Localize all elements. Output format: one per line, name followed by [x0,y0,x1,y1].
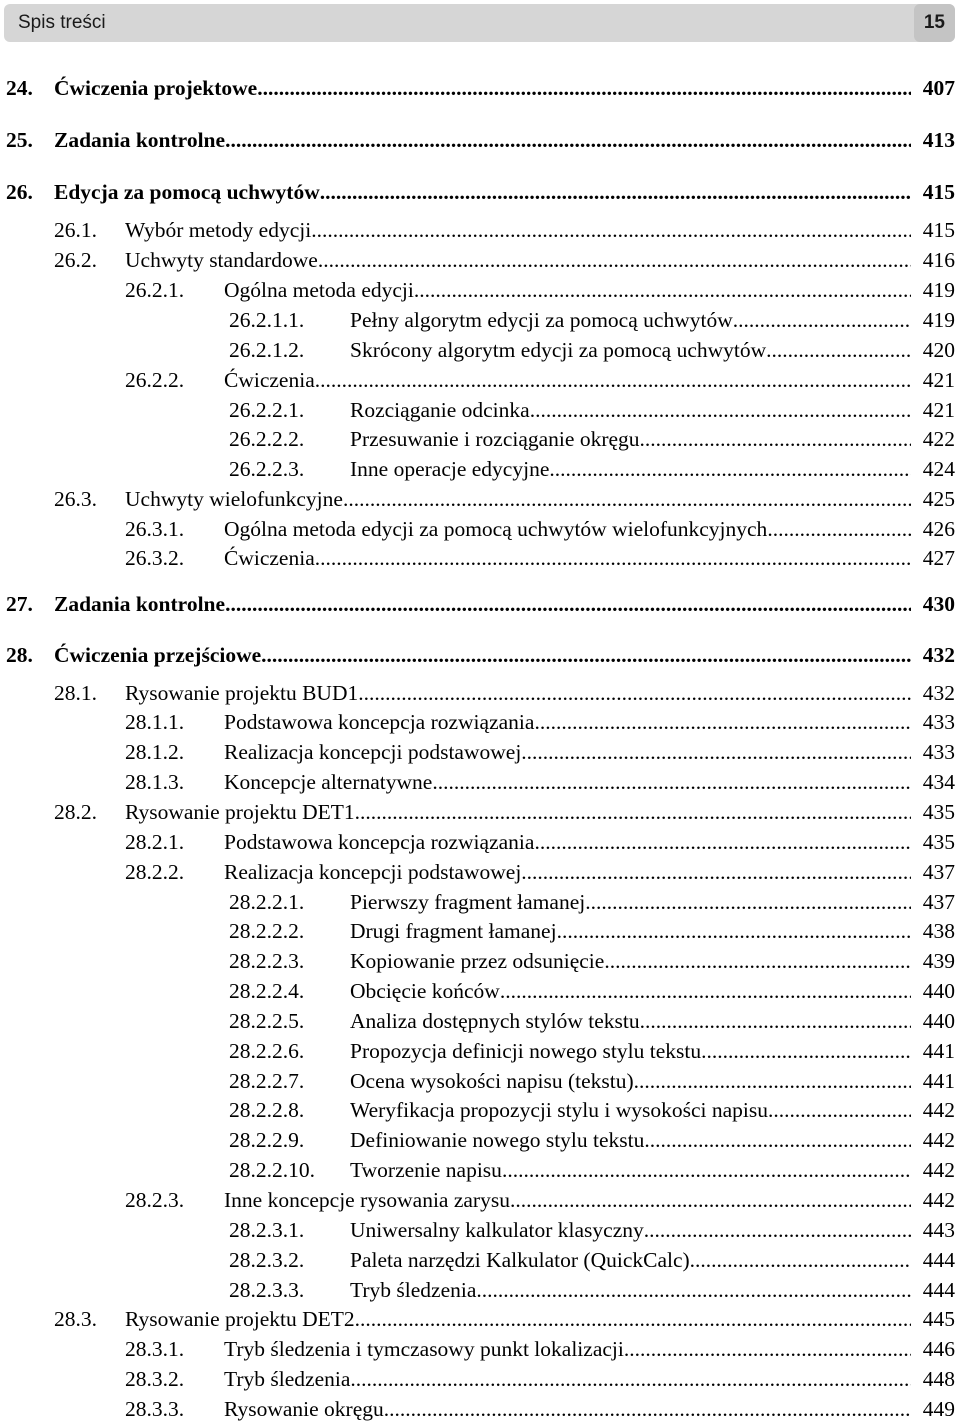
toc-entry-number: 28.1.2. [125,740,185,764]
toc-entry[interactable] [0,946,955,976]
toc-entry-title: Tryb śledzenia i tymczasowy punkt lokalizacji [224,1337,624,1361]
toc-entry-page: 419 [922,308,955,332]
toc-entry-number: 28.2.2. [125,860,185,884]
toc-entry-number: 28.2.3.1. [229,1218,305,1242]
dot-leader [534,707,911,737]
toc-entry-title: Edycja za pomocą uchwytów [54,180,320,204]
toc-entry[interactable] [0,73,955,103]
toc-entry-number: 26.3. [54,487,97,511]
toc-entry-title: Podstawowa koncepcja rozwiązania [224,710,535,734]
toc-entry-number: 28.2.3. [125,1188,185,1212]
toc-entry-title: Rysowanie projektu DET1 [125,800,355,824]
page-number: 15 [914,4,955,42]
toc-entry-page: 443 [922,1218,955,1242]
dot-leader [521,857,911,887]
toc-entry-page: 445 [922,1307,955,1331]
toc-entry-number: 28.2.2.5. [229,1009,305,1033]
toc-entry[interactable] [0,1155,955,1185]
toc-entry-page: 442 [922,1188,955,1212]
dot-leader [225,125,911,155]
dot-leader [634,1066,911,1096]
dot-leader [640,424,911,454]
toc-entry[interactable] [0,737,955,767]
toc-entry-number: 28.2.3.2. [229,1248,305,1272]
toc-entry-page: 439 [922,949,955,973]
toc-entry[interactable] [0,797,955,827]
toc-entry-page: 407 [922,76,955,100]
toc-entry-page: 442 [922,1098,955,1122]
toc-entry-page: 426 [922,517,955,541]
toc-entry[interactable] [0,514,955,544]
toc-entry-page: 440 [922,1009,955,1033]
toc-entry-title: Drugi fragment łamanej [350,919,557,943]
toc-entry-title: Zadania kontrolne [54,128,226,152]
toc-entry[interactable] [0,1006,955,1036]
toc-entry-page: 442 [922,1128,955,1152]
toc-entry[interactable] [0,1334,955,1364]
toc-entry-number: 28.2.2.9. [229,1128,305,1152]
toc-entry-page: 432 [922,643,955,667]
toc-entry-page: 413 [922,128,955,152]
dot-leader [355,1304,911,1334]
dot-leader [733,305,911,335]
toc-entry-title: Ćwiczenia przejściowe [54,643,262,667]
dot-leader [604,946,911,976]
toc-entry[interactable] [0,454,955,484]
toc-entry-title: Ogólna metoda edycji [224,278,414,302]
toc-entry-page: 441 [922,1039,955,1063]
toc-entry-title: Ćwiczenia projektowe [54,76,258,100]
toc-entry-page: 430 [922,592,955,616]
dot-leader [257,73,911,103]
toc-entry-number: 26.2. [54,248,97,272]
toc-entry-title: Uchwyty standardowe [125,248,318,272]
dot-leader [644,1125,911,1155]
toc-entry-page: 425 [922,487,955,511]
toc-entry-number: 26.3.2. [125,546,185,570]
toc-entry-page: 437 [922,860,955,884]
toc-entry-title: Ćwiczenia [224,546,315,570]
toc-entry-title: Rysowanie projektu DET2 [125,1307,355,1331]
toc-entry-number: 28.2.2.10. [229,1158,315,1182]
toc-entry-number: 26.2.2.3. [229,457,305,481]
toc-entry-title: Uniwersalny kalkulator klasyczny [350,1218,644,1242]
toc-entry-page: 416 [922,248,955,272]
dot-leader [585,887,911,917]
toc-entry-title: Analiza dostępnych stylów tekstu [350,1009,640,1033]
dot-leader [500,976,911,1006]
toc-entry-title: Propozycja definicji nowego stylu tekstu [350,1039,702,1063]
toc-entry-number: 25. [6,128,33,152]
dot-leader [534,827,911,857]
dot-leader [261,640,911,670]
toc-entry[interactable] [0,827,955,857]
toc-entry-page: 432 [922,681,955,705]
toc-entry[interactable] [0,1215,955,1245]
toc-entry[interactable] [0,589,955,619]
dot-leader [315,543,911,573]
toc-entry-title: Tryb śledzenia [350,1278,477,1302]
toc-entry-title: Uchwyty wielofunkcyjne [125,487,343,511]
dot-leader [690,1245,911,1275]
toc-entry[interactable] [0,424,955,454]
dot-leader [557,916,911,946]
toc-entry-number: 27. [6,592,33,616]
toc-entry[interactable] [0,1185,955,1215]
dot-leader [350,1364,911,1394]
section-title: Spis treści [18,12,106,33]
dot-leader [521,737,911,767]
toc-entry-number: 28.2.2.4. [229,979,305,1003]
toc-entry-number: 26.2.2.1. [229,398,305,422]
toc-entry-number: 28.3.2. [125,1367,185,1391]
toc-entry-number: 26.2.1. [125,278,185,302]
toc-entry-title: Definiowanie nowego stylu tekstu [350,1128,645,1152]
toc-entry[interactable] [0,245,955,275]
toc-entry[interactable] [0,678,955,708]
toc-entry[interactable] [0,887,955,917]
toc-entry[interactable] [0,1125,955,1155]
toc-entry-number: 28.2.3.3. [229,1278,305,1302]
toc-entry-number: 28.1.1. [125,710,185,734]
dot-leader [701,1036,911,1066]
toc-entry-number: 28.2.2.7. [229,1069,305,1093]
toc-entry[interactable] [0,857,955,887]
toc-entry-page: 424 [922,457,955,481]
toc-entry[interactable] [0,543,955,573]
dot-leader [549,454,911,484]
toc-entry-number: 28.2.1. [125,830,185,854]
toc-entry-page: 440 [922,979,955,1003]
toc-entry[interactable] [0,305,955,335]
toc-entry-number: 28.3. [54,1307,97,1331]
toc-entry[interactable] [0,484,955,514]
toc-entry-title: Pierwszy fragment łamanej [350,890,586,914]
toc-entry[interactable] [0,640,955,670]
toc-entry-title: Podstawowa koncepcja rozwiązania [224,830,535,854]
toc-entry-page: 433 [922,740,955,764]
toc-entry-title: Rozciąganie odcinka [350,398,530,422]
toc-entry[interactable] [0,767,955,797]
toc-entry-title: Kopiowanie przez odsunięcie [350,949,605,973]
dot-leader [766,335,911,365]
toc-entry-title: Inne koncepcje rysowania zarysu [224,1188,510,1212]
dot-leader [476,1275,911,1305]
toc-entry[interactable] [0,707,955,737]
toc-entry-title: Wybór metody edycji [125,218,312,242]
toc-entry-number: 26.2.2.2. [229,427,305,451]
toc-entry[interactable] [0,365,955,395]
toc-entry-page: 441 [922,1069,955,1093]
toc-entry[interactable] [0,1364,955,1394]
toc-entry-title: Rysowanie okręgu [224,1397,384,1421]
toc-entry-title: Przesuwanie i rozciąganie okręgu [350,427,640,451]
toc-entry-page: 421 [922,368,955,392]
toc-entry[interactable] [0,1095,955,1125]
toc-entry-title: Paleta narzędzi Kalkulator (QuickCalc) [350,1248,690,1272]
toc-entry-number: 28.2. [54,800,97,824]
toc-entry-page: 415 [922,218,955,242]
toc-entry-page: 422 [922,427,955,451]
dot-leader [315,365,911,395]
toc-entry-title: Koncepcje alternatywne [224,770,433,794]
dot-leader [530,395,911,425]
toc-entry-title: Realizacja koncepcji podstawowej [224,740,522,764]
toc-entry-page: 437 [922,890,955,914]
dot-leader [768,1095,911,1125]
toc-entry-page: 420 [922,338,955,362]
toc-entry[interactable] [0,1066,955,1096]
toc-entry-number: 26.2.1.1. [229,308,305,332]
toc-entry-number: 26.3.1. [125,517,185,541]
toc-entry-number: 26. [6,180,33,204]
toc-entry-number: 28.2.2.6. [229,1039,305,1063]
dot-leader [414,275,911,305]
dot-leader [320,177,911,207]
toc-entry-page: 435 [922,830,955,854]
toc-entry[interactable] [0,1304,955,1334]
toc-entry-title: Zadania kontrolne [54,592,226,616]
toc-entry[interactable] [0,976,955,1006]
dot-leader [311,215,911,245]
toc-entry-number: 26.1. [54,218,97,242]
toc-entry-title: Pełny algorytm edycji za pomocą uchwytów [350,308,733,332]
toc-entry-page: 427 [922,546,955,570]
toc-entry-number: 26.2.1.2. [229,338,305,362]
toc-entry-number: 28.2.2.3. [229,949,305,973]
toc-entry-page: 434 [922,770,955,794]
toc-entry-number: 24. [6,76,33,100]
toc-entry-number: 28.1.3. [125,770,185,794]
toc-entry-page: 448 [922,1367,955,1391]
dot-leader [640,1006,911,1036]
toc-entry-page: 433 [922,710,955,734]
toc-entry-title: Weryfikacja propozycji stylu i wysokości napisu [350,1098,769,1122]
toc-entry-page: 444 [922,1278,955,1302]
toc-entry-title: Tryb śledzenia [224,1367,351,1391]
dot-leader [343,484,911,514]
toc-entry-title: Ogólna metoda edycji za pomocą uchwytów wielofunkcyjnych [224,517,768,541]
toc-entry-title: Obcięcie końców [350,979,500,1003]
toc-entry[interactable] [0,916,955,946]
toc-entry[interactable] [0,125,955,155]
toc-entry-page: 438 [922,919,955,943]
toc-entry-title: Rysowanie projektu BUD1 [125,681,359,705]
toc-entry-page: 419 [922,278,955,302]
dot-leader [358,678,911,708]
toc-entry-title: Inne operacje edycyjne [350,457,550,481]
toc-entry-number: 28.2.2.2. [229,919,305,943]
toc-entry[interactable] [0,1245,955,1275]
toc-entry-page: 449 [922,1397,955,1421]
toc-entry[interactable] [0,1036,955,1066]
toc-entry[interactable] [0,177,955,207]
toc-entry-page: 444 [922,1248,955,1272]
toc-entry-number: 28.2.2.8. [229,1098,305,1122]
toc-entry-number: 28. [6,643,33,667]
toc-entry-number: 28.3.1. [125,1337,185,1361]
dot-leader [624,1334,911,1364]
toc-entry-page: 421 [922,398,955,422]
toc-entry[interactable] [0,1394,955,1424]
page-header [4,4,955,42]
dot-leader [644,1215,911,1245]
toc-entry[interactable] [0,275,955,305]
dot-leader [225,589,911,619]
dot-leader [767,514,911,544]
toc-entry-number: 28.1. [54,681,97,705]
toc-entry-number: 26.2.2. [125,368,185,392]
dot-leader [384,1394,911,1424]
toc-entry[interactable] [0,1275,955,1305]
toc-entry-page: 435 [922,800,955,824]
toc-entry-title: Realizacja koncepcji podstawowej [224,860,522,884]
dot-leader [502,1155,911,1185]
toc-entry-number: 28.2.2.1. [229,890,305,914]
toc-entry-number: 28.3.3. [125,1397,185,1421]
toc-entry-page: 446 [922,1337,955,1361]
toc-entry[interactable] [0,335,955,365]
toc-entry-title: Skrócony algorytm edycji za pomocą uchwytów [350,338,767,362]
toc-entry-page: 415 [922,180,955,204]
toc-entry[interactable] [0,215,955,245]
dot-leader [510,1185,911,1215]
dot-leader [432,767,911,797]
toc-entry-title: Ocena wysokości napisu (tekstu) [350,1069,634,1093]
toc-entry-page: 442 [922,1158,955,1182]
toc-entry[interactable] [0,395,955,425]
dot-leader [355,797,911,827]
toc-entry-title: Ćwiczenia [224,368,315,392]
toc-entry-title: Tworzenie napisu [350,1158,502,1182]
dot-leader [318,245,911,275]
